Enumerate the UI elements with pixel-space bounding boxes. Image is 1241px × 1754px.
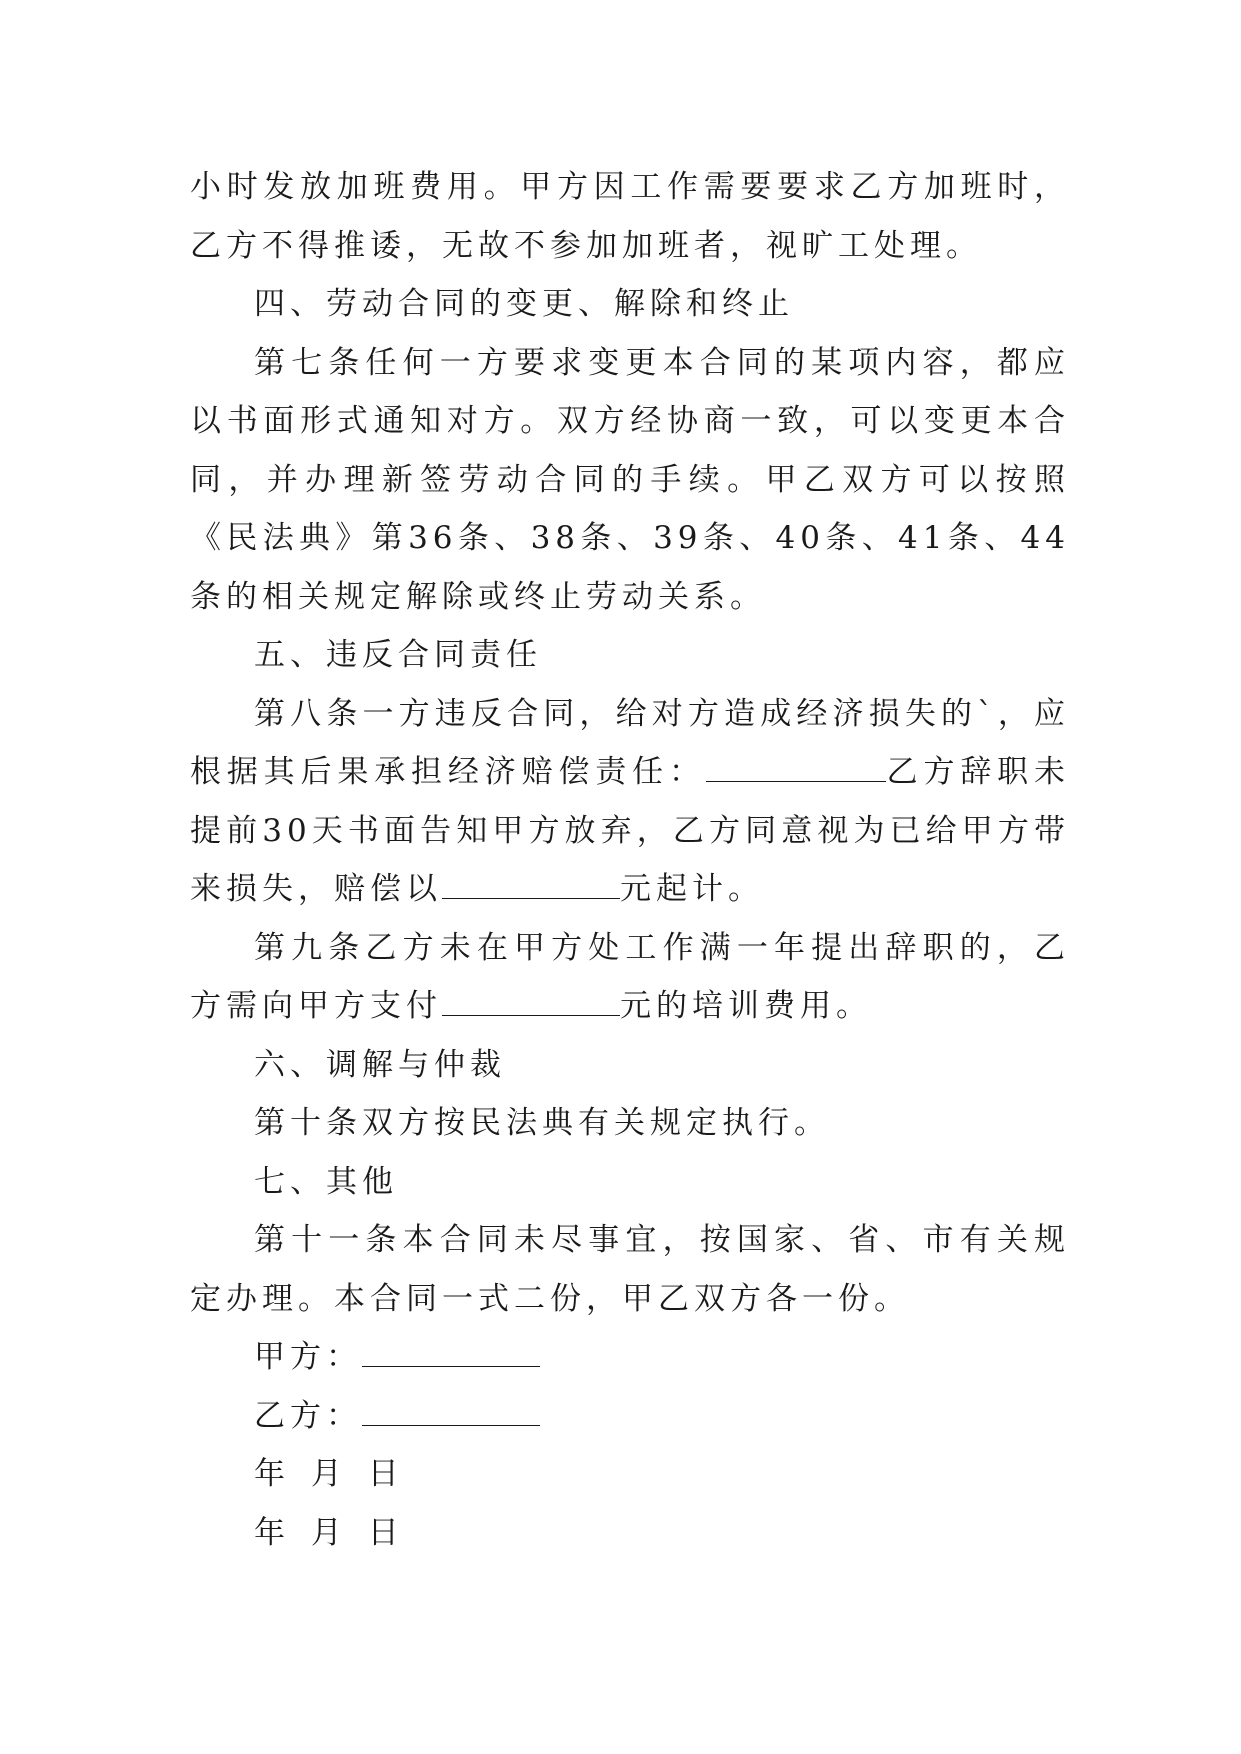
party-b-blank <box>362 1395 540 1426</box>
article-7: 第七条任何一方要求变更本合同的某项内容，都应以书面形式通知对方。双方经协商一致，可以变更本合同，并办理新签劳动合同的手续。甲乙双方可以按照《民法典》第36条、38条、39条、40条、41条、44条的相关规定解除或终止劳动关系。 <box>190 344 1070 615</box>
paragraph-overtime: 小时发放加班费用。甲方因工作需要要求乙方加班时，乙方不得推诿，无故不参加加班者，视旷工处理。 <box>190 169 1070 264</box>
section-heading-4: 四、劳动合同的变更、解除和终止 <box>254 286 794 322</box>
article-9 <box>190 919 1070 1036</box>
date-line-2: 年 月 日 <box>254 1514 404 1551</box>
article-8 <box>190 685 1070 919</box>
section-heading-7: 七、其他 <box>254 1163 398 1200</box>
article-8-text-b: 乙方辞职未提前30天书面告知甲方放弃，乙方同意视为已给甲方带来损失，赔偿以 <box>190 754 1071 907</box>
training-fee-blank <box>442 985 620 1016</box>
party-a-blank <box>362 1336 540 1367</box>
article-8-text-c: 元起计。 <box>620 871 764 907</box>
section-heading-5: 五、违反合同责任 <box>254 637 542 673</box>
party-a-signature <box>190 1328 1070 1387</box>
section-heading-6: 六、调解与仲裁 <box>254 1046 506 1083</box>
article-10: 第十条双方按民法典有关规定执行。 <box>254 1105 830 1141</box>
date-line-1: 年 月 日 <box>254 1456 404 1492</box>
compensation-amount-blank <box>442 868 620 899</box>
article-11: 第十一条本合同未尽事宜，按国家、省、市有关规定办理。本合同一式二份，甲乙双方各一份。 <box>190 1222 1070 1317</box>
article-9-text-b: 元的培训费用。 <box>620 988 872 1024</box>
article-8-text-a: 第八条一方违反合同，给对方造成经济损失的`，应根据其后果承担经济赔偿责任： <box>190 695 1070 790</box>
party-b-label: 乙方： <box>254 1397 362 1434</box>
article-9-text-a: 第九条乙方未在甲方处工作满一年提出辞职的，乙方需向甲方支付 <box>190 929 1070 1024</box>
party-b-signature <box>190 1387 1070 1446</box>
document-body <box>190 158 1070 1562</box>
party-a-label: 甲方： <box>254 1339 362 1375</box>
compensation-blank <box>706 751 886 782</box>
